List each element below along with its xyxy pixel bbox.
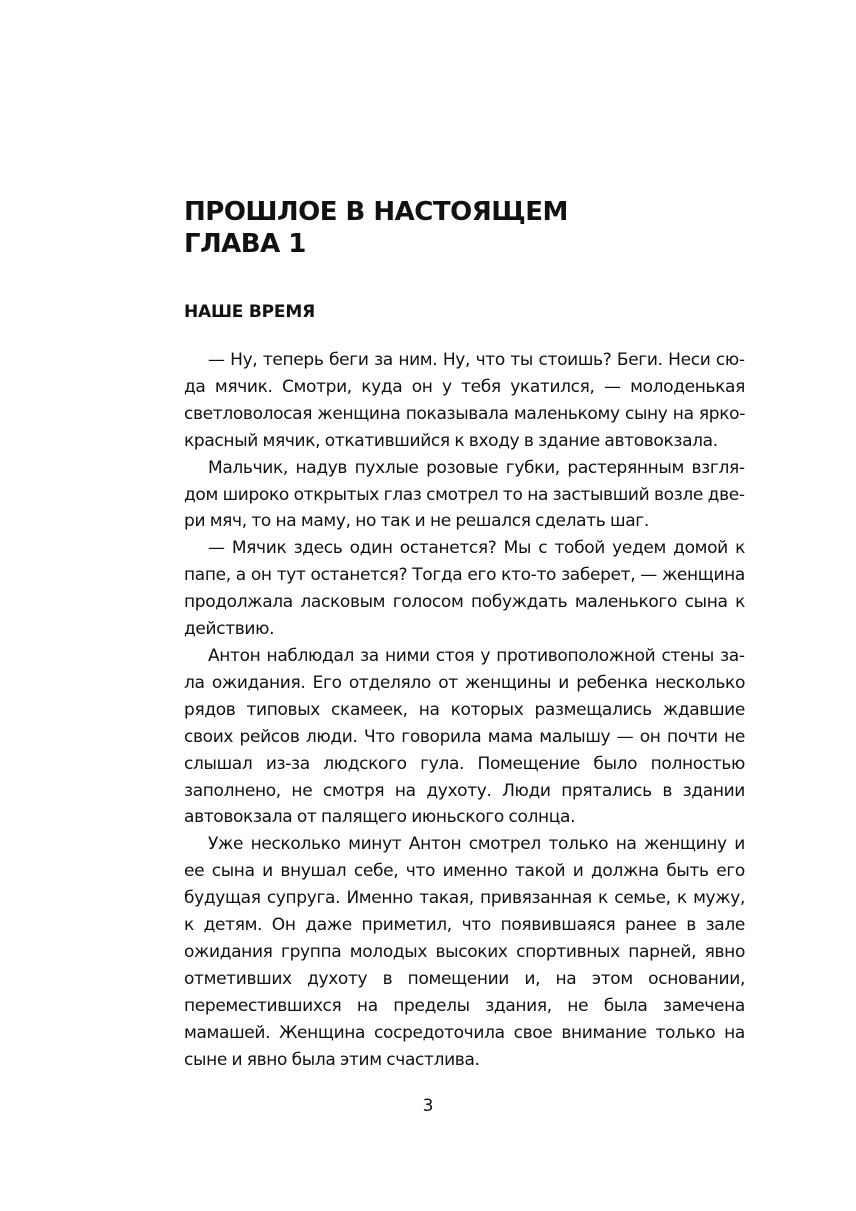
paragraph-3-text: — Мячик здесь один останется? Мы с тобой уедем домой к папе, а он тут останется? Тогда его кто-то заберет, — женщина продолжала ласковым голосом побуждать маленького сына к действию. <box>184 538 745 640</box>
paragraph-1 <box>184 347 745 455</box>
paragraph-2-text: Мальчик, надув пухлые розовые губки, растерянным взглядом широко открытых глаз смотрел то на застывший возле двери мяч, то на маму, но так и не решался сделать шаг. <box>184 457 745 532</box>
paragraph-3 <box>184 535 745 643</box>
paragraph-1-text: — Ну, теперь беги за ним. Ну, что ты стоишь? Беги. Неси сюда мячик. Смотри, куда он у тебя укатился, — молоденькая светловолосая женщина показывала маленькому сыну на ярко-красный мячик, откатившийся к входу в здание автовокзала. <box>184 350 745 451</box>
paragraph-4-text: Антон наблюдал за ними стоя у противоположной стены зала ожидания. Его отделяло от женщины и ребенка несколько рядов типовых скамеек, на которых размещались ждавшие своих рейсов люди. Что говорила мама малышу — он почти не слышал из-за людского гула. Помещение было полностью заполнено, не смотря на духоту. Люди прятались в здании автовокзала от палящего июньского солнца. <box>184 645 745 828</box>
paragraph-2 <box>184 455 745 536</box>
body-text <box>184 347 745 1073</box>
chapter-title-line-2: ГЛАВА 1 <box>184 229 306 259</box>
paragraph-5 <box>184 831 745 1073</box>
paragraph-4 <box>184 643 745 831</box>
section-heading: НАШЕ ВРЕМЯ <box>184 302 315 322</box>
page-number: 3 <box>422 1096 434 1116</box>
chapter-title-line-1: ПРОШЛОЕ В НАСТОЯЩЕМ <box>184 197 568 227</box>
chapter-title <box>184 196 744 260</box>
paragraph-5-text: Уже несколько минут Антон смотрел только на женщину и ее сына и внушал себе, что именно такой и должна быть его будущая супруга. Именно такая, привязанная к семье, к мужу, к детям. Он даже приметил, что появившаяся ранее в зале ожидания группа молодых высоких спортивных парней, явно отметивших духоту в помещении и, на этом основании, переместившихся на пределы здания, не была замечена мамашей. Женщина сосредоточила свое внимание только на сыне и явно была этим счастлива. <box>184 834 745 1070</box>
